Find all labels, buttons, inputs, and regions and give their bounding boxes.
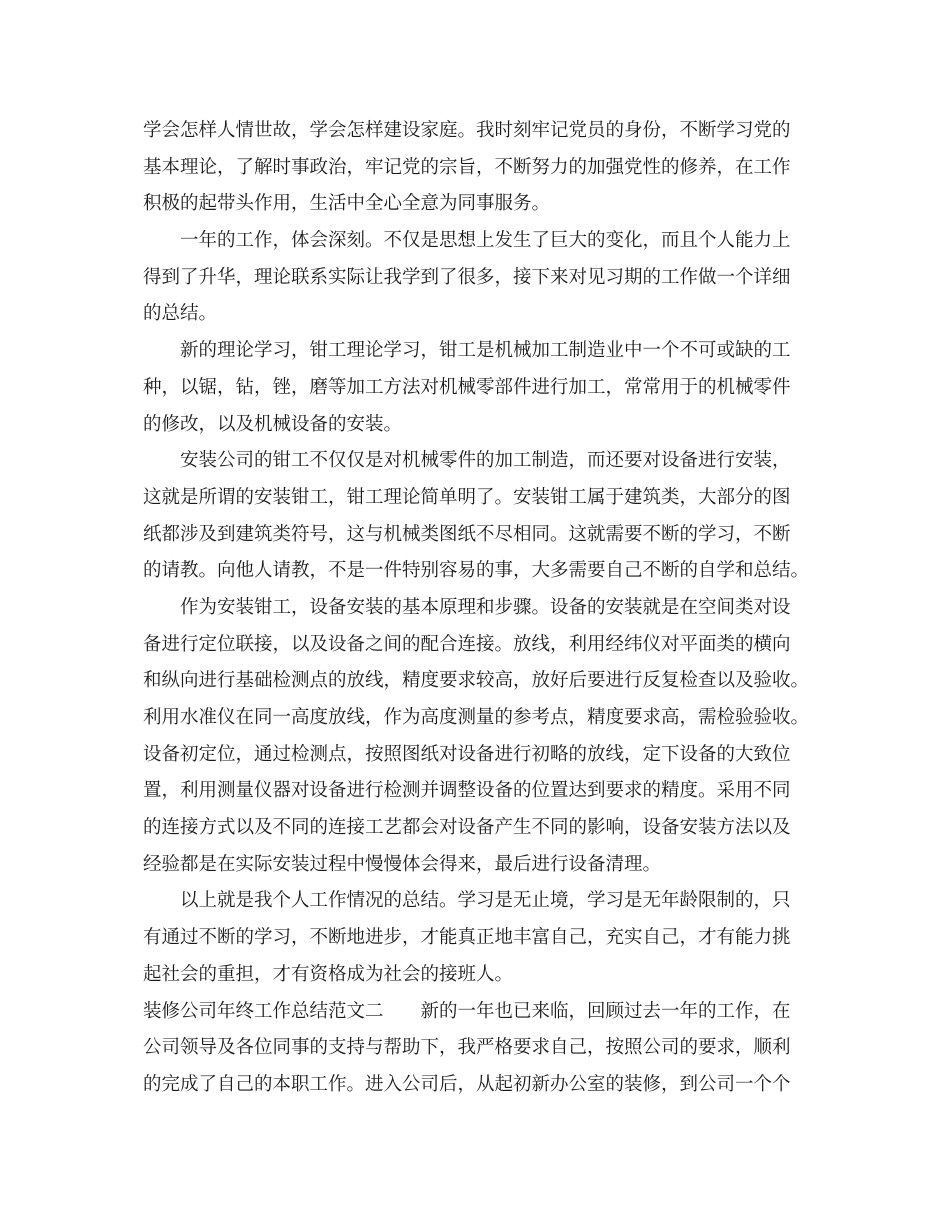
text-line: 有通过不断的学习，不断地进步，才能真正地丰富自己，充实自己，才有能力挑: [143, 927, 791, 949]
text-line: 纸都涉及到建筑类符号，这与机械类图纸不尽相同。这就需要不断的学习，不断: [143, 523, 791, 545]
document-body: [143, 113, 813, 1104]
text-line: 这就是所谓的安装钳工，钳工理论简单明了。安装钳工属于建筑类，大部分的图: [143, 486, 791, 508]
text-line: 种，以锯，钻，锉，磨等加工方法对机械零部件进行加工，常常用于的机械零件: [143, 376, 791, 398]
text-line: 备进行定位联接，以及设备之间的配合连接。放线，利用经纬仪对平面类的横向: [143, 633, 791, 655]
text-line: 一年的工作，体会深刻。不仅是思想上发生了巨大的变化，而且个人能力上: [180, 230, 791, 252]
text-line: 得到了升华，理论联系实际让我学到了很多，接下来对见习期的工作做一个详细: [143, 266, 791, 288]
text-line: 设备初定位，通过检测点，按照图纸对设备进行初略的放线，定下设备的大致位: [143, 743, 791, 765]
text-line: 以上就是我个人工作情况的总结。学习是无止境，学习是无年龄限制的，只: [180, 890, 791, 912]
text-line: 公司领导及各位同事的支持与帮助下，我严格要求自己，按照公司的要求，顺利: [143, 1037, 791, 1059]
text-line: 装修公司年终工作总结范文二 新的一年也已来临，回顾过去一年的工作，在: [143, 1000, 791, 1022]
text-line: 基本理论，了解时事政治，牢记党的宗旨，不断努力的加强党性的修养，在工作: [143, 156, 791, 178]
text-line: 和纵向进行基础检测点的放线，精度要求较高，放好后要进行反复检查以及验收。: [143, 670, 810, 692]
text-line: 积极的起带头作用，生活中全心全意为同事服务。: [143, 193, 551, 215]
text-line: 安装公司的钳工不仅仅是对机械零件的加工制造，而还要对设备进行安装，: [180, 450, 791, 472]
text-line: 的连接方式以及不同的连接工艺都会对设备产生不同的影响，设备安装方法以及: [143, 817, 791, 839]
text-line: 的请教。向他人请教，不是一件特别容易的事，大多需要自己不断的自学和总结。: [143, 560, 810, 582]
text-line: 起社会的重担，才有资格成为社会的接班人。: [143, 963, 514, 985]
text-line: 作为安装钳工，设备安装的基本原理和步骤。设备的安装就是在空间类对设: [180, 596, 791, 618]
text-line: 利用水准仪在同一高度放线，作为高度测量的参考点，精度要求高，需检验验收。: [143, 707, 810, 728]
text-line: 的完成了自己的本职工作。进入公司后，从起初新办公室的装修，到公司一个个: [143, 1073, 791, 1095]
text-line: 新的理论学习，钳工理论学习，钳工是机械加工制造业中一个不可或缺的工: [180, 340, 791, 362]
text-line: 学会怎样人情世故，学会怎样建设家庭。我时刻牢记党员的身份，不断学习党的: [143, 120, 791, 141]
text-line: 经验都是在实际安装过程中慢慢体会得来，最后进行设备清理。: [143, 853, 662, 875]
text-line: 的总结。: [143, 303, 218, 325]
text-line: 的修改，以及机械设备的安装。: [143, 413, 403, 435]
text-line: 置，利用测量仪器对设备进行检测并调整设备的位置达到要求的精度。采用不同: [143, 780, 791, 802]
